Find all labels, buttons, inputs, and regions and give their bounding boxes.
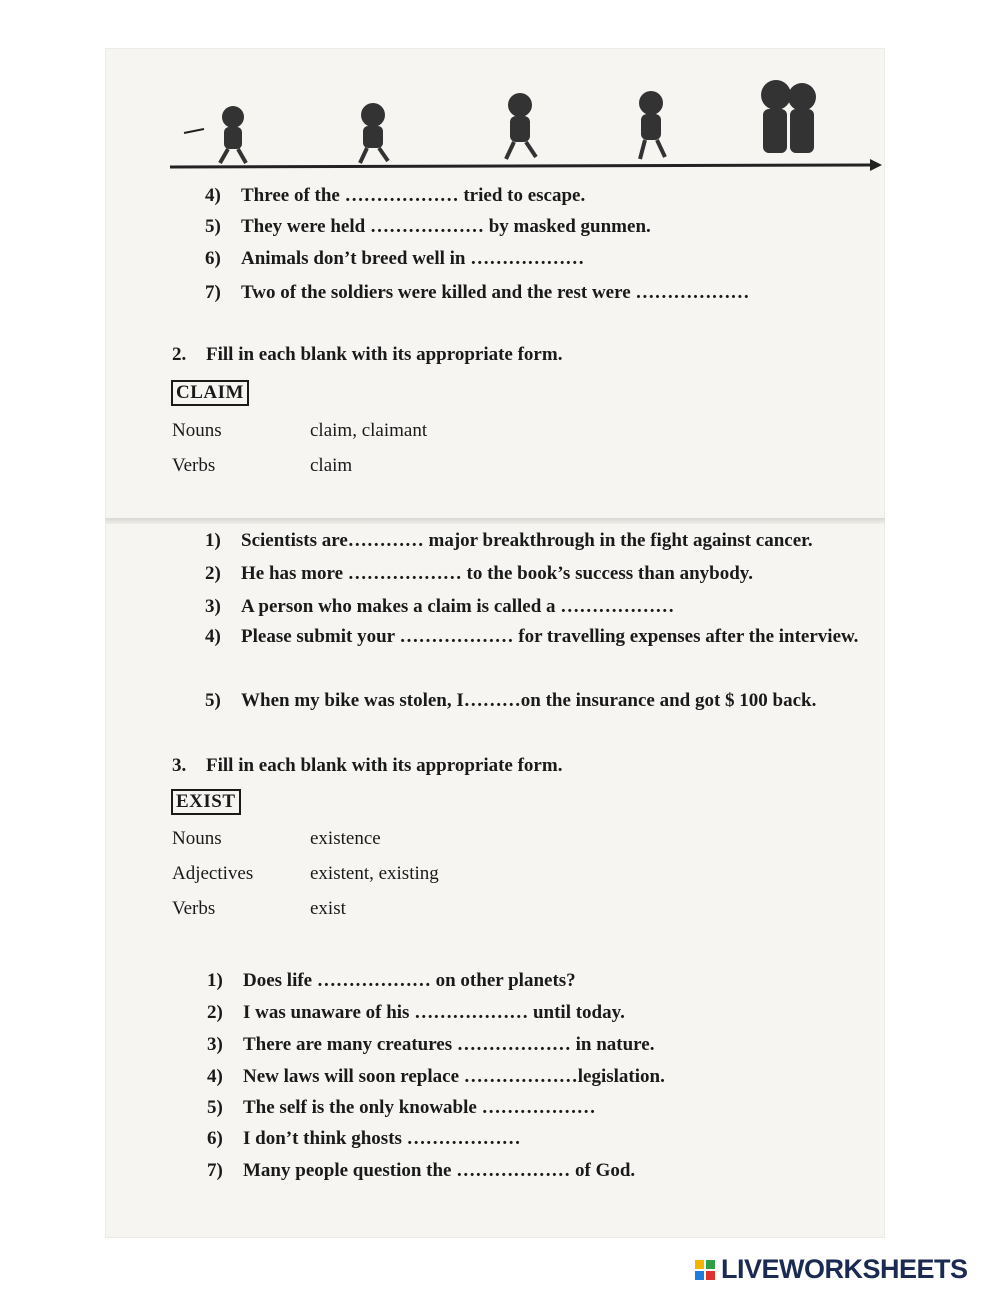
figure-3: [506, 93, 536, 159]
section-2-form-nouns: Nouns claim, claimant: [172, 420, 428, 441]
s3-item-4: 4) New laws will soon replace ………………legislation.: [207, 1066, 665, 1087]
figure-4: [639, 91, 665, 159]
s2-item-2: 2) He has more ……………… to the book’s success than anybody.: [205, 563, 753, 584]
s3-item-2: 2) I was unaware of his ……………… until today.: [207, 1002, 625, 1023]
section-3-heading: 3. Fill in each blank with its appropriate form.: [172, 755, 563, 776]
s1-item-4: 4) Three of the ……………… tried to escape.: [205, 185, 586, 206]
s1-item-7: 7) Two of the soldiers were killed and the rest were ………………: [205, 282, 750, 303]
s1-item-5: 5) They were held ……………… by masked gunmen.: [205, 216, 651, 237]
logo-square-4: [706, 1271, 715, 1280]
liveworksheets-logo-icon: [695, 1260, 715, 1280]
section-3-keyword: EXIST: [171, 789, 241, 815]
s3-item-5: 5) The self is the only knowable ………………: [207, 1097, 596, 1118]
s2-item-1: 1) Scientists are………… major breakthrough in the fight against cancer.: [205, 530, 813, 551]
s3-item-6: 6) I don’t think ghosts ………………: [207, 1128, 521, 1149]
figure-5-pair: [761, 80, 816, 153]
figure-2: [360, 103, 388, 163]
s2-item-3: 3) A person who makes a claim is called a ………………: [205, 596, 675, 617]
running-figures-illustration: [160, 75, 885, 185]
section-2-keyword: CLAIM: [171, 380, 249, 406]
section-3-form-adjectives: Adjectives existent, existing: [172, 863, 439, 884]
figure-1: [220, 106, 246, 163]
section-2-form-verbs: Verbs claim: [172, 455, 353, 476]
section-3-form-nouns: Nouns existence: [172, 828, 381, 849]
section-2-heading: 2. Fill in each blank with its appropriate form.: [172, 344, 563, 365]
logo-square-2: [706, 1260, 715, 1269]
s2-item-5: 5) When my bike was stolen, I………on the insurance and got $ 100 back.: [205, 690, 817, 711]
s1-item-6: 6) Animals don’t breed well in ………………: [205, 248, 585, 269]
liveworksheets-logo-text: LIVEWORKSHEETS: [721, 1254, 968, 1284]
page-fold: [105, 518, 885, 524]
s2-item-4: 4) Please submit your ……………… for travelling expenses after the interview.: [205, 626, 859, 647]
logo-square-3: [695, 1271, 704, 1280]
logo-square-1: [695, 1260, 704, 1269]
section-3-form-verbs: Verbs exist: [172, 898, 346, 919]
s3-item-1: 1) Does life ……………… on other planets?: [207, 970, 576, 991]
s3-item-7: 7) Many people question the ……………… of God.: [207, 1160, 636, 1181]
s3-item-3: 3) There are many creatures ……………… in nature.: [207, 1034, 655, 1055]
liveworksheets-logo[interactable]: [695, 1254, 968, 1285]
